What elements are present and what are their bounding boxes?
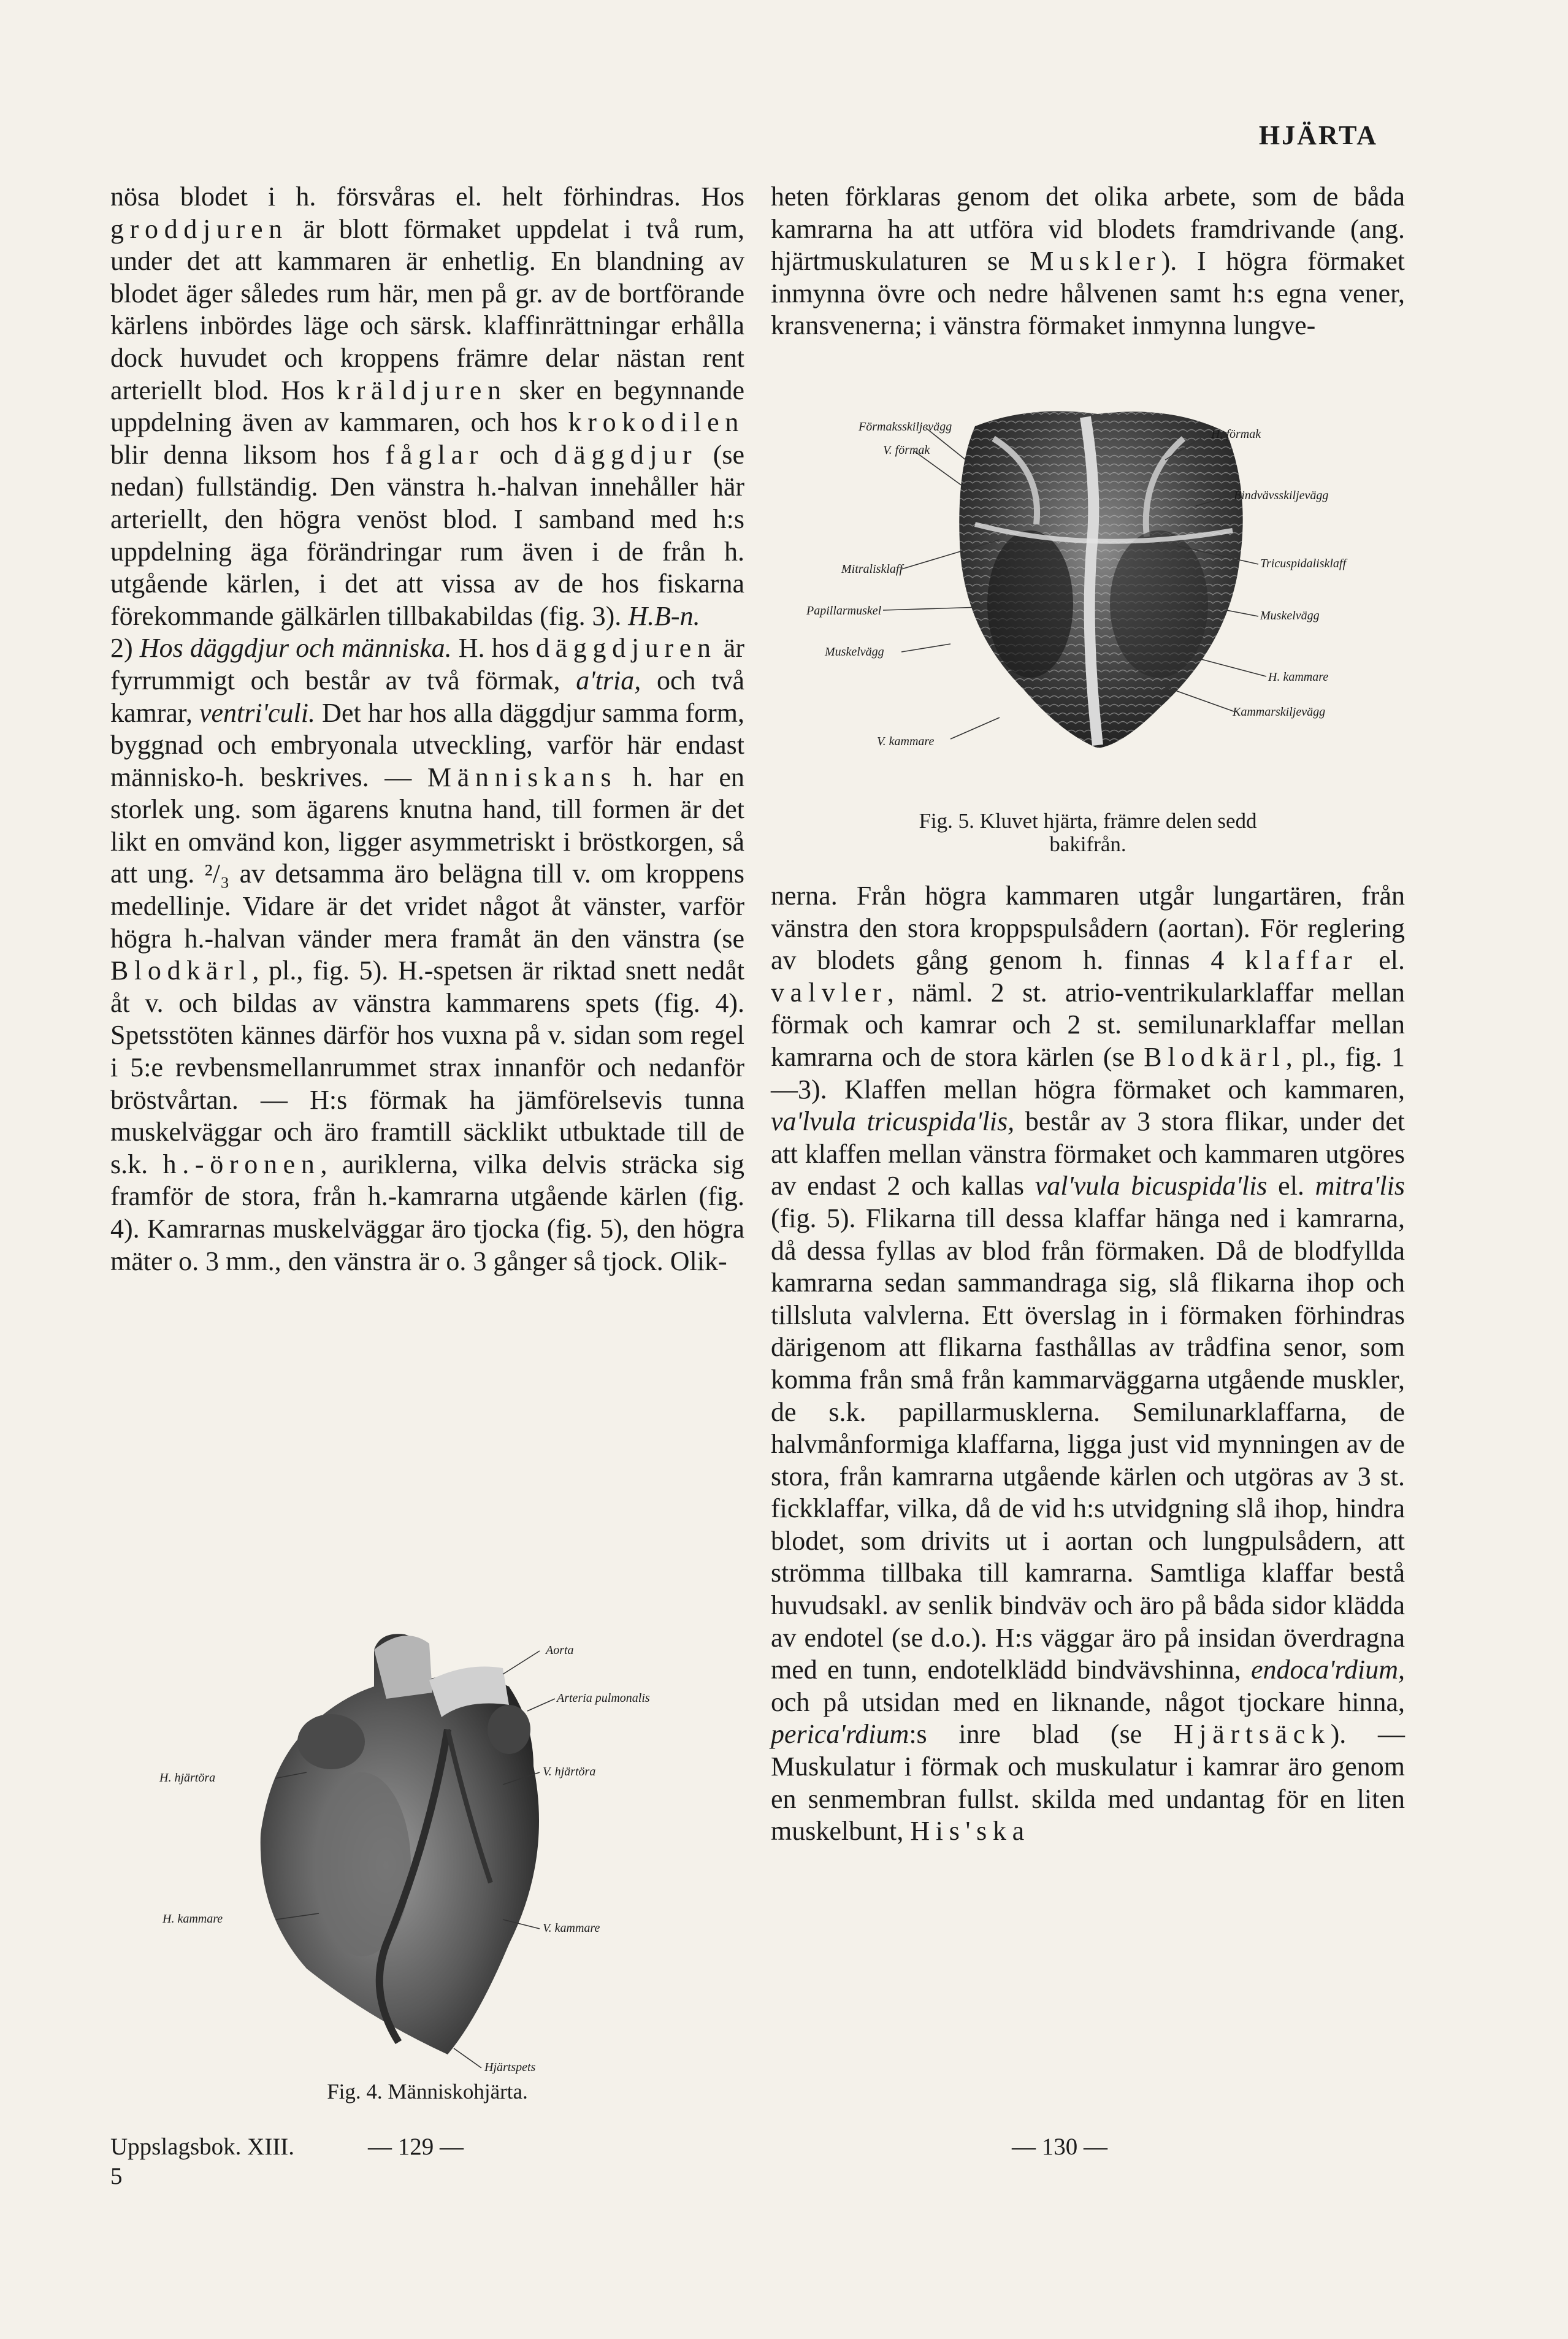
spaced-emphasis: däggdjur — [554, 439, 698, 470]
fig5-label-kammarskiljevagg: Kammarskiljevägg — [1233, 705, 1326, 719]
paragraph — [110, 181, 744, 632]
text-run: Det har hos alla däggdjur samma form, byggnad och embryonala utveckling, varför här endast människo-h. beskrives. — — [110, 697, 744, 792]
text-run: består av 3 stora flikar, under det att klaffen mellan vänstra förmaket och kammaren utgöres av endast 2 och kallas — [771, 1106, 1405, 1201]
text-run: och — [484, 439, 554, 470]
figure-5-caption-line-1: Fig. 5. Kluvet hjärta, främre delen sedd — [919, 809, 1257, 833]
fig4-label-v-kammare: V. kammare — [543, 1921, 600, 1935]
fig4-label-arteria-pulmonalis: Arteria pulmonalis — [557, 1691, 650, 1705]
text-run: , näml. 2 st. atrio-ventrikularklaffar mellan förmak och kamrar och 2 st. semilunarklaffar mellan kamrarna och de stora kärlen (se — [771, 977, 1405, 1072]
italic-term: mitra'lis — [1315, 1171, 1405, 1201]
text-run: :s inre blad (se — [909, 1719, 1174, 1750]
paragraph — [110, 632, 744, 1277]
fig5-label-mitralisklaff: Mitralisklaff — [841, 562, 903, 576]
text-run: el. — [1267, 1171, 1315, 1201]
text-run: (fig. 5). Flikarna till dessa klaffar hänga ned i kamrarna, då dessa fyllas av blod från förmaken. Då de blodfyllda kamrarna sedan sammandraga sig, slå flikarna ihop och tillsluta valvlerna. Ett överslag in i förmaken förhindras därigenom att flikarna fasthållas av trådfina senor, som komma från små från kammarväggarna utgående muskler, de s.k. papillarmusklerna. Semilunarklaffarna, de halvmånformiga klaffarna, ligga just vid mynningen av de stora, från kamrarna utgående kärlen och utgöras av 3 st. fickklaffar, vilka, då de vid h:s utvidgning slå ihop, hindra blodet, som drivits ut i aortan och lungpulsådern, att strömma tillbaka till kamrarna. Samtliga klaffar bestå huvudsakl. av senlik bindväv och äro på båda sidor klädda av endotel (se d.o.). H:s väggar äro på insidan överdragna med en tunn, endotelklädd bindvävshinna, — [771, 1203, 1405, 1685]
italic-term: ventri'culi. — [199, 697, 316, 728]
text-run: 2) — [110, 633, 140, 664]
text-run: nösa blodet i h. försvåras el. helt förhindras. Hos — [110, 182, 744, 212]
fig4-label-hjartspets: Hjärtspets — [484, 2061, 536, 2074]
fig5-label-bindvavsskiljevagg: Bindvävsskiljevägg — [1234, 489, 1329, 502]
fig5-label-formaksskiljevagg: Förmaksskiljevägg — [859, 420, 952, 434]
footer-signature: 5 — [110, 2163, 123, 2189]
fig4-label-h-kammare: H. kammare — [163, 1912, 223, 1926]
fig5-label-papillarmuskel: Papillarmuskel — [806, 604, 882, 618]
spaced-emphasis: Blodkärl — [1144, 1041, 1286, 1072]
fig5-label-v-formak: V. förmak — [883, 443, 930, 457]
italic-term: va'lvula tricuspida'lis, — [771, 1106, 1015, 1137]
italic-term: endoca'rdium, — [1251, 1655, 1405, 1685]
fig5-label-muskelvagg-right: Muskelvägg — [1260, 609, 1320, 622]
figure-5-caption — [771, 810, 1405, 856]
italic-term: a'tria, — [576, 665, 641, 695]
text-run: blir denna liksom hos — [110, 439, 386, 470]
italic-term: Hos däggdjur och människa. — [139, 633, 452, 664]
text-run: och två kamrar, — [110, 665, 744, 728]
spaced-emphasis: kräldjuren — [337, 375, 507, 405]
page-number-left: — 129 — — [368, 2134, 464, 2160]
spaced-emphasis: Hjärtsäck — [1173, 1719, 1331, 1750]
footer-book-title: Uppslagsbok. XIII. — [110, 2134, 295, 2160]
text-run: är blott förmaket uppdelat i två rum, under det att kammaren är enhetlig. En blandning av blodet äger således rum här, men på gr. av de bortförande kärlens inbördes läge och särsk. klaffinrättningar erhålla dock huvudet och kroppens främre delar nästan rent arteriellt blod. Hos — [110, 213, 744, 405]
spaced-emphasis: Blodkärl — [110, 955, 253, 986]
fig5-label-v-kammare: V. kammare — [877, 735, 935, 748]
figure-5-caption-line-2: bakifrån. — [1049, 832, 1126, 856]
spaced-emphasis: valvler — [771, 977, 887, 1008]
figure-5-leader-lines — [797, 399, 1380, 767]
spaced-emphasis: fåglar — [385, 439, 484, 470]
text-run: och på utsidan med en liknande, något tjockare hinna, — [771, 1686, 1405, 1717]
fig5-label-h-formak: H. förmak — [1211, 427, 1261, 441]
figure-4-caption: Fig. 4. Människohjärta. — [327, 2080, 528, 2104]
spaced-emphasis: däggdjuren — [535, 633, 717, 664]
figure-4-leader-lines — [184, 1594, 675, 2085]
text-run: h. har en storlek ung. som ägarens knutna hand, till formen är det likt en omvänd kon, ligger asymmetriskt i bröstkorgen, så att ung. ²/₃ av detsamma äro belägna till v. om kroppens medellinje. Vidare är det vridet något åt vänster, varför högra h.-halvan vänder mera framåt än den vänstra (se — [110, 762, 744, 954]
left-column-text — [110, 181, 744, 1277]
paragraph — [771, 181, 1405, 342]
fig5-label-muskelvagg-left: Muskelvägg — [825, 645, 884, 659]
italic-term: val'vula bicuspida'lis — [1034, 1171, 1268, 1201]
text-run: ). — Muskulatur i förmak och muskulatur i kamrar äro genom en senmembran fullst. skilda med undantag för en liten muskelbunt, — [771, 1719, 1405, 1847]
spaced-emphasis: h.-öronen — [163, 1149, 321, 1179]
fig5-label-h-kammare: H. kammare — [1268, 670, 1329, 684]
page-number-right: — 130 — — [1012, 2134, 1107, 2160]
spaced-emphasis: Muskler — [1030, 246, 1161, 277]
fig5-label-tricuspidalisklaff: Tricuspidalisklaff — [1260, 557, 1347, 570]
paragraph — [771, 880, 1405, 1848]
text-run: (se nedan) fullständig. Den vänstra h.-halvan innehåller här arteriellt, den högra venöst blod. I samband med h:s uppdelning äga förändringar rum även i de från h. utgående kärlen, i det att vissa av de hos fiskarna förekommande gälkärlen tillbakabildas (fig. 3). — [110, 439, 744, 631]
spaced-emphasis: krokodilen — [568, 407, 744, 438]
text-run: H. hos — [451, 633, 536, 664]
right-column-text-top — [771, 181, 1405, 342]
text-run: heten förklaras genom det olika arbete, som de båda kamrarna ha att utföra vid blodets framdrivande (ang. hjärtmuskulaturen se — [771, 182, 1405, 277]
text-run: , pl., fig. 1—3). Klaffen mellan högra förmaket och kammaren, — [771, 1041, 1405, 1104]
italic-term: H.B-n. — [628, 600, 700, 631]
text-run: , auriklerna, vilka delvis sträcka sig framför de stora, från h.-kamrarna utgående kärlen (fig. 4). Kamrarnas muskelväggar äro tjocka (fig. 5), den högra mäter o. 3 mm., den vänstra är o. 3 gånger så tjock. Olik- — [110, 1149, 745, 1276]
text-run: nerna. Från högra kammaren utgår lungartären, från vänstra den stora kroppspulsådern (aortan). För reglering av blodets gång genom h. finnas 4 — [771, 881, 1405, 976]
text-run: är fyrrummigt och består av två förmak, — [110, 633, 744, 695]
running-header: HJÄRTA — [1258, 120, 1378, 150]
fig4-label-v-hjartora: V. hjärtöra — [543, 1765, 596, 1778]
fig4-label-aorta: Aorta — [546, 1644, 574, 1657]
spaced-emphasis: Människans — [427, 762, 618, 792]
fig4-label-h-hjartora: H. hjärtöra — [159, 1771, 216, 1785]
text-run: el. — [1358, 945, 1405, 976]
text-run: sker en begynnande uppdelning även av kammaren, och hos — [110, 375, 744, 438]
spaced-emphasis: groddjuren — [110, 213, 288, 244]
italic-term: perica'rdium — [771, 1719, 909, 1750]
text-run: , pl., fig. 5). H.-spetsen är riktad snett nedåt åt v. och bildas av vänstra kammarens spets (fig. 4). Spetsstöten kännes därför hos vuxna på v. sidan som regel i 5:e revbensmellanrummet strax innanför och nedanför bröstvårtan. — H:s förmak ha jämförelsevis tunna muskelväggar och äro framtill säcklikt utbuktade till de s.k. — [110, 955, 744, 1179]
spaced-emphasis: His'ska — [910, 1816, 1030, 1847]
right-column-text-bottom — [771, 880, 1405, 1848]
spaced-emphasis: klaffar — [1245, 945, 1358, 976]
text-run: ). I högra förmaket inmynna övre och nedre hålvenen samt h:s egna vener, kransvenerna; i vänstra förmaket inmynna lungve- — [771, 246, 1405, 341]
